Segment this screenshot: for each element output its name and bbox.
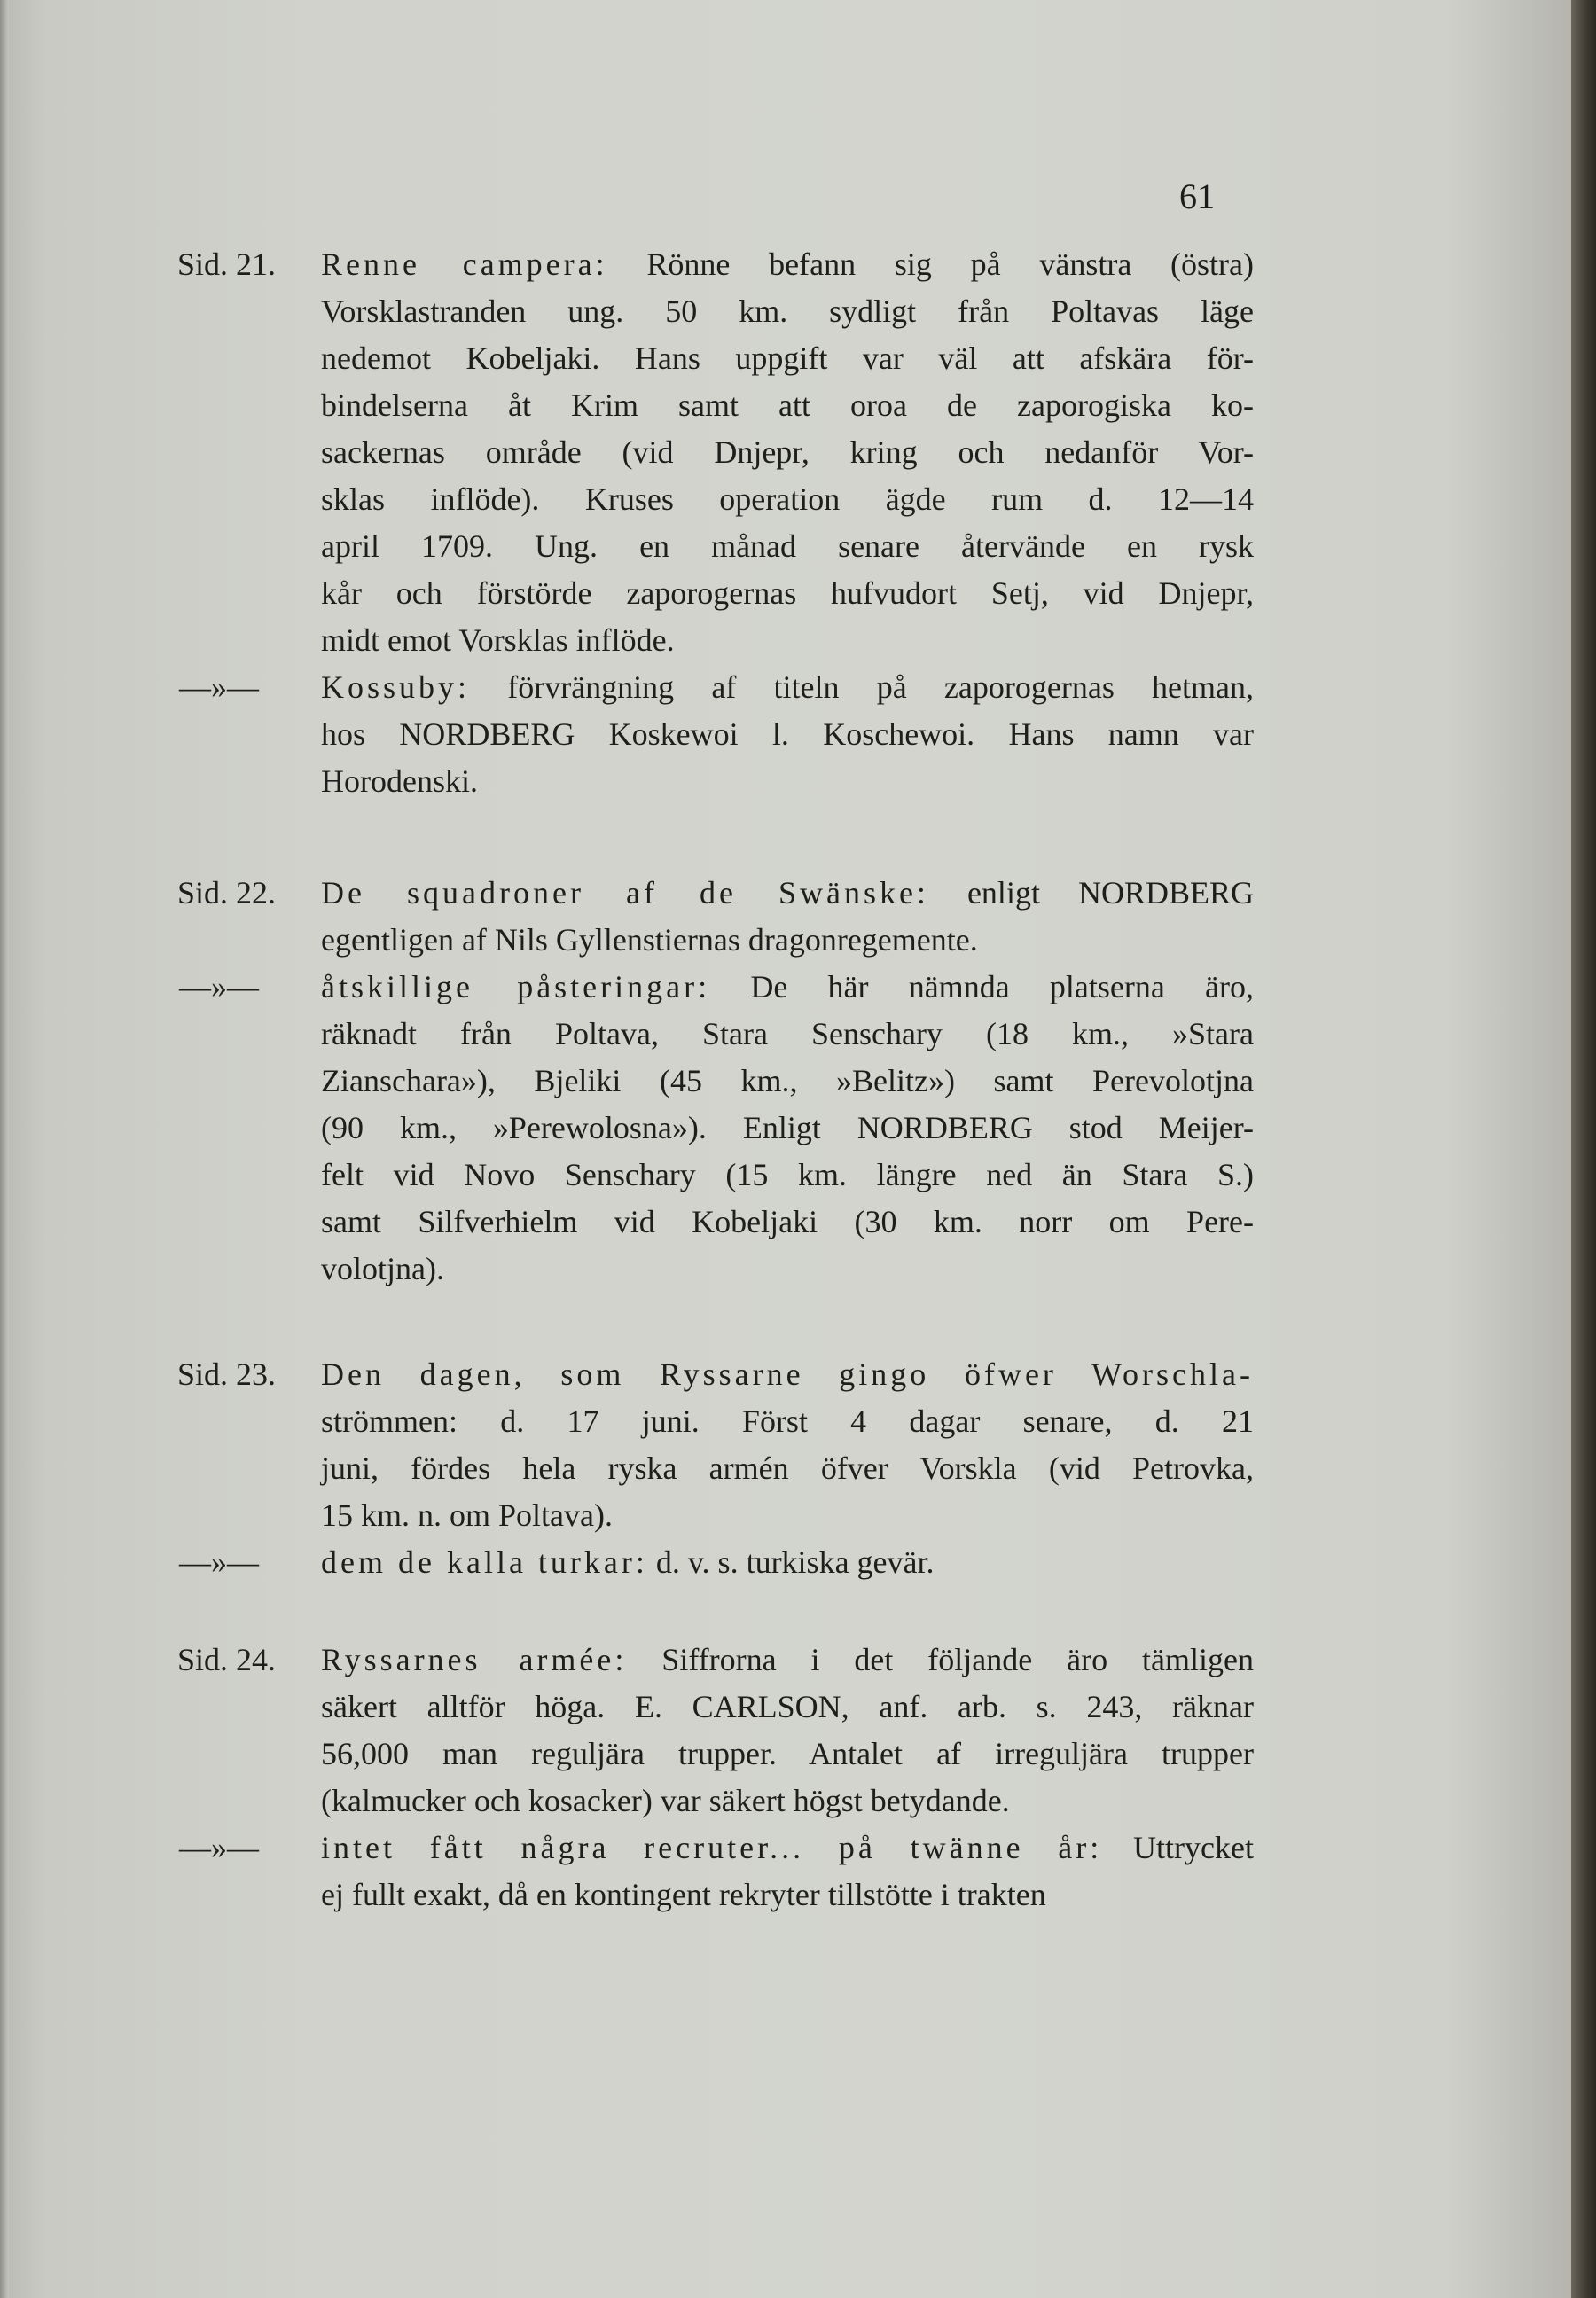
section-sid-21 (177, 241, 1255, 805)
note-entry (177, 1825, 1254, 1919)
note-entry (177, 870, 1254, 964)
entry-label: Sid. 24. (177, 1642, 277, 1677)
entry-text: Kossuby: förvrängning af titeln på zaporogernas hetman, hos NORDBERG Koskewoi l. Koschewoi. Hans namn var Horodenski. (321, 669, 1254, 799)
entry-headword: Renne campera: (321, 246, 608, 282)
entry-text: De squadroner af de Swänske: enligt NORDBERG egentligen af Nils Gyllenstiernas dragonregemente. (321, 875, 1254, 958)
entry-headword: dem de kalla turkar: (321, 1544, 648, 1580)
note-entry (177, 1351, 1254, 1539)
ditto-mark: —»— (179, 969, 259, 1004)
section-sid-24 (177, 1637, 1254, 1919)
section-sid-23 (177, 1351, 1254, 1586)
entry-headword: De squadroner af de Swänske: (321, 875, 929, 911)
note-entry (177, 664, 1254, 805)
ditto-mark: —»— (179, 1830, 259, 1865)
entry-headword: Kossuby: (321, 669, 471, 705)
ditto-mark: —»— (179, 1544, 259, 1580)
entry-text: Renne campera: Rönne befann sig på vänstra (östra) Vorsklastranden ung. 50 km. sydligt från Poltavas läge nedemot Kobeljaki. Hans uppgift var väl att afskära för- bindelserna åt Krim samt att oroa de zaporogiska ko- sackernas område (vid Dnjepr, kring och nedanför Vor- sklas inflöde). Kruses operation ägde rum d. 12—14 april 1709. Ung. en månad senare återvände en rysk kår och förstörde zaporogernas hufvudort Setj, vid Dnjepr, midt emot Vorsklas inflöde. (321, 246, 1255, 658)
entry-headword: åtskillige påsteringar: (321, 969, 711, 1004)
entry-label: Sid. 23. (177, 1356, 277, 1392)
entry-text: åtskillige påsteringar: De här nämnda platserna äro, räknadt från Poltava, Stara Senschary (18 km., »Stara Zianschara»), Bjeliki (45 km., »Belitz») samt Perevolotjna (90 km., »Perewolosna»). Enligt NORDBERG stod Meijer- felt vid Novo Senschary (15 km. längre ned än Stara S.) samt Silfverhielm vid Kobeljaki (30 km. norr om Pere- volotjna). (321, 969, 1254, 1286)
entry-text: Ryssarnes armée: Siffrorna i det följande äro tämligen säkert alltför höga. E. CARLSON, anf. arb. s. 243, räknar 56,000 man reguljära trupper. Antalet af irreguljära trupper (kalmucker och kosacker) var säkert högst betydande. (321, 1642, 1254, 1818)
note-entry (177, 1539, 1241, 1586)
book-spine-edge (1571, 0, 1596, 2298)
section-sid-22 (177, 870, 1254, 1293)
note-entry (177, 1637, 1254, 1825)
page-number: 61 (1179, 176, 1215, 216)
entry-label: Sid. 22. (177, 875, 277, 911)
note-entry (177, 241, 1255, 664)
entry-text: Den dagen, som Ryssarne gingo öfwer Worschla- strömmen: d. 17 juni. Först 4 dagar senare, d. 21 juni, fördes hela ryska armén öfver Vorskla (vid Petrovka, 15 km. n. om Poltava). (321, 1356, 1254, 1533)
entry-headword: Den dagen, som Ryssarne gingo öfwer Worschla- (321, 1356, 1254, 1392)
ditto-mark: —»— (179, 669, 259, 705)
page-left-edge (0, 0, 9, 2298)
entry-headword: intet fått några recruter... på twänne år: (321, 1830, 1103, 1865)
entry-text: intet fått några recruter... på twänne år: Uttrycket ej fullt exakt, då en kontingent rekryter tillstötte i trakten (321, 1830, 1254, 1912)
entry-label: Sid. 21. (177, 246, 277, 282)
entry-headword: Ryssarnes armée: (321, 1642, 628, 1677)
entry-text: dem de kalla turkar: d. v. s. turkiska gevär. (321, 1544, 935, 1580)
note-entry (177, 964, 1254, 1293)
